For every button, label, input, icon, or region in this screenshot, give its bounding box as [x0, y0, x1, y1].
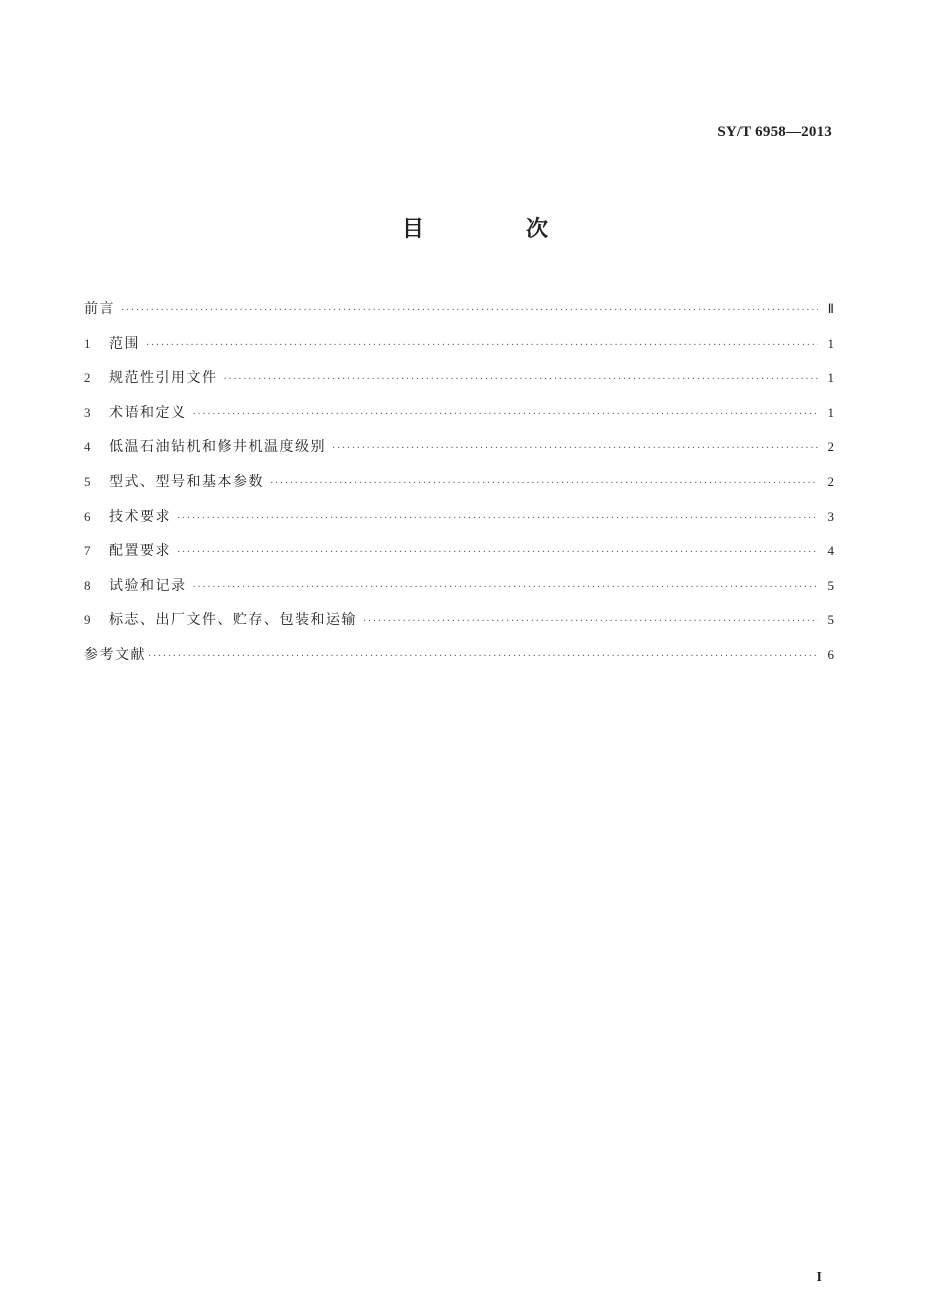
dot-leader	[121, 305, 818, 316]
dot-leader	[146, 340, 818, 351]
toc-entry-number: 9	[84, 612, 92, 628]
toc-entry-label: 术语和定义	[109, 404, 187, 421]
dot-leader	[332, 443, 818, 454]
dot-leader	[193, 409, 819, 420]
toc-entry-label: 参考文献	[84, 646, 146, 663]
toc-entry-page: 1	[827, 335, 834, 351]
toc-entry-number: 8	[84, 577, 92, 593]
toc-entry-6[interactable]	[84, 506, 834, 541]
page-number: I	[816, 1270, 822, 1285]
toc-entry-number: 5	[84, 473, 92, 489]
dot-leader	[177, 547, 818, 558]
toc-entry-label: 前言	[84, 301, 115, 317]
toc-entry-5[interactable]	[84, 471, 834, 506]
dot-leader	[193, 582, 819, 593]
toc-entry-label: 低温石油钻机和修井机温度级别	[109, 439, 326, 456]
toc-entry-3[interactable]	[84, 402, 834, 437]
dot-leader	[148, 651, 818, 662]
toc-entry-page: 2	[827, 439, 834, 455]
toc-entry-page: 2	[827, 473, 834, 489]
toc-entry-page: 4	[827, 543, 834, 559]
toc-entry-number: 7	[84, 543, 92, 559]
dot-leader	[270, 478, 818, 489]
toc-entry-number: 3	[84, 404, 92, 420]
toc-entry-page: 5	[827, 577, 834, 593]
toc-entry-label: 试验和记录	[109, 577, 187, 594]
toc-entry-1[interactable]	[84, 333, 834, 368]
toc-entry-number: 2	[84, 370, 92, 386]
toc-entry-number: 1	[84, 335, 92, 351]
dot-leader	[363, 616, 818, 627]
toc-entry-2[interactable]	[84, 367, 834, 402]
toc-entry-number: 6	[84, 508, 92, 524]
toc-entry-7[interactable]	[84, 540, 834, 575]
toc-entry-page: 6	[827, 646, 834, 662]
toc-entry-label: 技术要求	[109, 508, 171, 525]
dot-leader	[177, 513, 818, 524]
toc-entry-page: 3	[827, 508, 834, 524]
toc-entry-label: 标志、出厂文件、贮存、包装和运输	[109, 612, 357, 629]
toc-entry-number: 4	[84, 439, 92, 455]
toc-entry-4[interactable]	[84, 436, 834, 471]
standard-code: SY/T 6958—2013	[717, 124, 832, 140]
toc-entry-label: 配置要求	[109, 543, 171, 560]
toc-entry-page: 1	[827, 404, 834, 420]
toc-entry-bibliography[interactable]	[84, 644, 834, 679]
page-title: 目 次	[401, 217, 588, 242]
toc-entry-page: Ⅱ	[827, 301, 834, 316]
toc-entry-page: 5	[827, 612, 834, 628]
toc-entry-label: 范围	[109, 335, 140, 352]
toc-entry-page: 1	[827, 370, 834, 386]
toc-entry-9[interactable]	[84, 609, 834, 644]
toc-entry-8[interactable]	[84, 575, 834, 610]
dot-leader	[224, 374, 819, 385]
toc-entry-label: 规范性引用文件	[109, 370, 218, 387]
toc-entry-foreword[interactable]	[84, 298, 834, 333]
table-of-contents	[84, 298, 834, 679]
toc-entry-label: 型式、型号和基本参数	[109, 473, 264, 490]
